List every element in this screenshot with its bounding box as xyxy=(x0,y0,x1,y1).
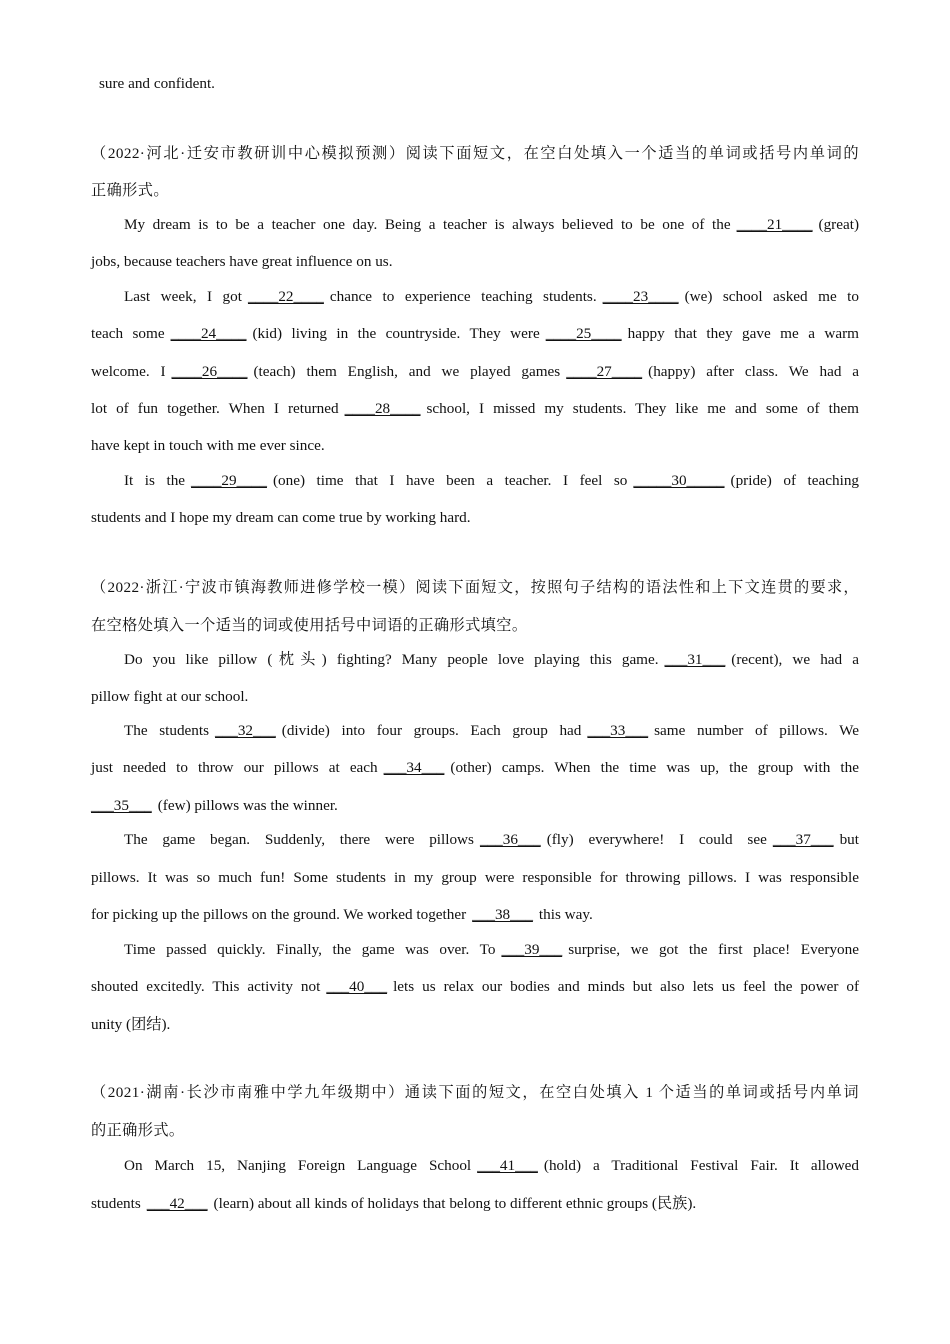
section2-para1-line1: Do you like pillow (枕头) fighting? Many people love playing this game. ___31___ (recent), we had a xyxy=(124,651,859,668)
section2-para2-line3: ___35___ (few) pillows was the winner. xyxy=(91,797,338,814)
blank-31[interactable]: ___31___ xyxy=(664,651,726,668)
section2-para2-line1: The students ___32___ (divide) into four groups. Each group had ___33___ same number of pillows. We xyxy=(124,722,859,739)
blank-33[interactable]: ___33___ xyxy=(587,722,649,739)
blank-30[interactable]: _____30_____ xyxy=(633,472,725,489)
section3-para1-line2: students ___42___ (learn) about all kinds of holidays that belong to different ethnic groups (民族). xyxy=(91,1195,697,1212)
section1-para2-line1: Last week, I got ____22____ chance to experience teaching students. ____23____ (we) school asked me to xyxy=(124,288,859,305)
blank-39[interactable]: ___39___ xyxy=(501,941,563,958)
section1-para1-line2: jobs, because teachers have great influence on us. xyxy=(91,253,393,270)
section3-header-line1: （2021·湖南·长沙市南雅中学九年级期中）通读下面的短文，在空白处填入 1 个适当的单词或括号内单词 xyxy=(91,1084,859,1101)
blank-23[interactable]: ____23____ xyxy=(602,288,679,305)
section1-para3-line1: It is the ____29____ (one) time that I have been a teacher. I feel so _____30_____ (pride) of teaching xyxy=(124,472,860,489)
section1-para2-line4: lot of fun together. When I returned ____28____ school, I missed my students. They like me and some of them xyxy=(91,400,859,417)
blank-36[interactable]: ___36___ xyxy=(479,831,541,848)
section3-header-line2: 的正确形式。 xyxy=(91,1122,185,1139)
section2-para3-line3: for picking up the pillows on the ground. We worked together ___38___ this way. xyxy=(91,906,593,923)
section2-para4-line3: unity (团结). xyxy=(91,1016,171,1033)
blank-29[interactable]: ____29____ xyxy=(191,472,267,489)
blank-35[interactable]: ___35___ xyxy=(91,797,152,814)
section2-header-line1: （2022·浙江·宁波市镇海教师进修学校一模）阅读下面短文，按照句子结构的语法性和上下文连贯的要求， xyxy=(91,579,859,596)
section2-para4-line1: Time passed quickly. Finally, the game was over. To ___39___ surprise, we got the first place! Everyone xyxy=(124,941,859,958)
section1-para2-line2: teach some ____24____ (kid) living in the countryside. They were ____25____ happy that they gave me a warm xyxy=(91,325,859,342)
blank-25[interactable]: ____25____ xyxy=(545,325,622,342)
section1-para2-line5: have kept in touch with me ever since. xyxy=(91,437,325,454)
blank-40[interactable]: ___40___ xyxy=(326,978,388,995)
blank-37[interactable]: ___37___ xyxy=(772,831,834,848)
intro-tail: sure and confident. xyxy=(99,75,215,92)
blank-26[interactable]: ____26____ xyxy=(171,363,248,380)
section2-para1-line2: pillow fight at our school. xyxy=(91,688,249,705)
section2-para3-line2: pillows. It was so much fun! Some students in my group were responsible for throwing pillows. I was responsible xyxy=(91,869,859,886)
blank-34[interactable]: ___34___ xyxy=(383,759,445,776)
blank-28[interactable]: ____28____ xyxy=(344,400,421,417)
section1-para3-line2: students and I hope my dream can come true by working hard. xyxy=(91,509,471,526)
blank-41[interactable]: ___41___ xyxy=(477,1157,538,1174)
blank-32[interactable]: ___32___ xyxy=(215,722,276,739)
section2-para2-line2: just needed to throw our pillows at each ___34___ (other) camps. When the time was up, the group with the xyxy=(91,759,859,776)
section2-header-line2: 在空格处填入一个适当的词或使用括号中词语的正确形式填空。 xyxy=(91,617,528,634)
section1-para2-line3: welcome. I ____26____ (teach) them English, and we played games ____27____ (happy) after class. We had a xyxy=(91,363,859,380)
blank-24[interactable]: ____24____ xyxy=(170,325,247,342)
blank-27[interactable]: ____27____ xyxy=(566,363,643,380)
section2-para4-line2: shouted excitedly. This activity not ___40___ lets us relax our bodies and minds but also lets us feel the power of xyxy=(91,978,859,995)
section1-header-line1: （2022·河北·迁安市教研训中心模拟预测）阅读下面短文，在空白处填入一个适当的单词或括号内单词的 xyxy=(91,145,859,162)
blank-38[interactable]: ___38___ xyxy=(472,906,533,923)
section2-para3-line1: The game began. Suddenly, there were pillows ___36___ (fly) everywhere! I could see ___37___ but xyxy=(124,831,859,848)
section3-para1-line1: On March 15, Nanjing Foreign Language School ___41___ (hold) a Traditional Festival Fair. It allowed xyxy=(124,1157,859,1174)
section1-para1-line1: My dream is to be a teacher one day. Being a teacher is always believed to be one of the ____21____ (great) xyxy=(124,216,859,233)
blank-21[interactable]: ____21____ xyxy=(736,216,813,233)
blank-42[interactable]: ___42___ xyxy=(146,1195,208,1212)
section1-header-line2: 正确形式。 xyxy=(91,182,169,199)
blank-22[interactable]: ____22____ xyxy=(247,288,324,305)
